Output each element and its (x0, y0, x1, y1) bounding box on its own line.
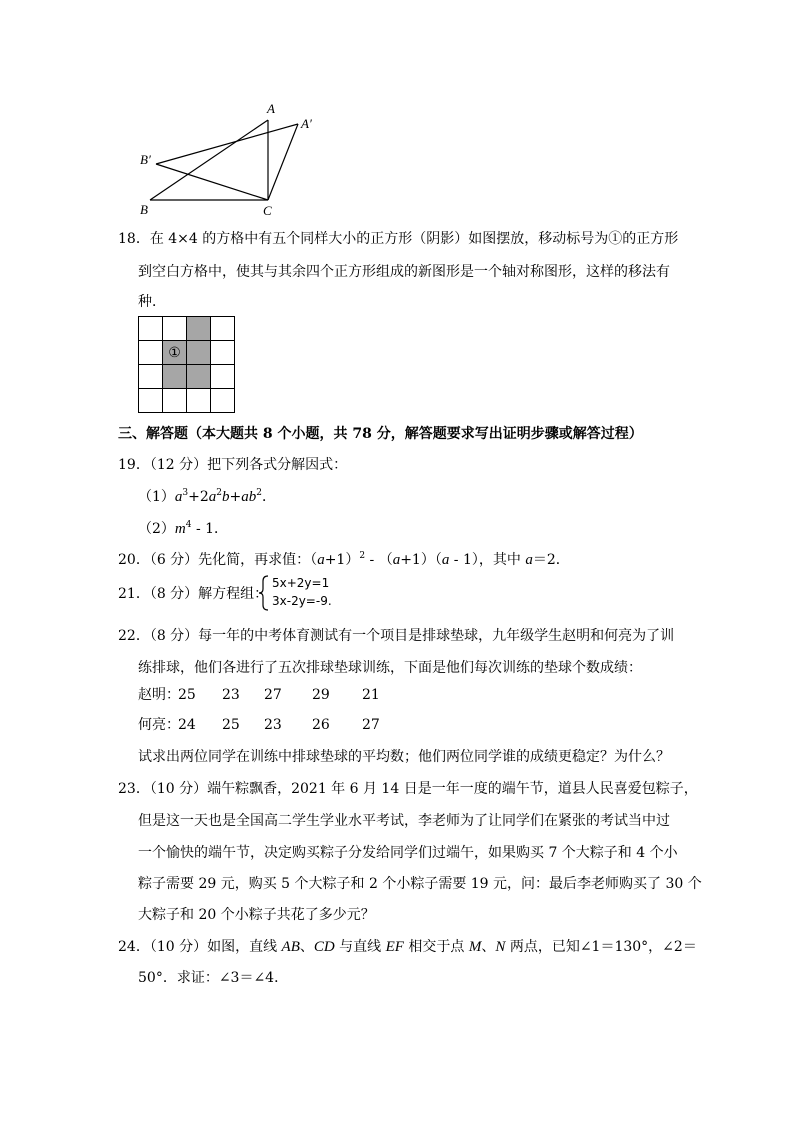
segment-b-prime-c (156, 164, 268, 200)
label-a-prime: A′ (301, 116, 312, 131)
grid-cell (139, 341, 163, 365)
var-a: a (525, 552, 533, 568)
q20-number: 20． (118, 552, 150, 568)
q23-line2: 但是这一天也是全国高二学生学业水平考试，李老师为了让同学们在紧张的考试当中过 (138, 813, 670, 829)
q19-part1: $(1)a^3+2a^2b+ab^2$． (138, 488, 276, 505)
q18-line2: 到空白方格中，使其与其余四个正方形组成的新图形是一个轴对称图形，这样的移法有 (138, 264, 670, 280)
score-value: 27 (264, 687, 282, 703)
q24-line2: 50°．求证：∠3＝∠4． (138, 970, 289, 986)
q18-text-1: 在 4×4 的方格中有五个同样大小的正方形（阴影）如图摆放，移动标号为①的正方形 (149, 231, 679, 247)
grid-cell (211, 365, 235, 389)
q18-number: 18． (118, 231, 150, 247)
q22-line2: 练排球，他们各进行了五次排球垫球训练，下面是他们每次训练的垫球个数成绩： (138, 660, 642, 676)
point-m: M (468, 939, 482, 955)
score-value: 27 (362, 717, 380, 733)
q24-line1 (118, 937, 697, 957)
point-n: N (495, 939, 506, 955)
equation-2-text: 3x-2y=-9 (272, 594, 328, 608)
circled-one-mark: ① (168, 344, 181, 361)
segment-ab (150, 120, 268, 200)
q19-text: （12 分）把下列各式分解因式： (149, 457, 348, 473)
q18-grid (138, 316, 235, 413)
q19-part2 (138, 519, 228, 539)
q24-number: 24． (118, 939, 150, 955)
var-a: a (174, 489, 183, 505)
score-value: 29 (312, 687, 330, 703)
q24-mid2: 相交于点 (403, 939, 469, 955)
grid-cell (139, 389, 163, 413)
q23-line3: 一个愉快的端午节，决定购买粽子分发给同学们过端午，如果购买 7 个大粽子和 4 个小 (138, 845, 678, 861)
q22-question: 试求出两位同学在训练中排球垫球的平均数；他们两位同学谁的成绩更稳定？为什么？ (138, 749, 670, 765)
score-value: 25 (222, 717, 240, 733)
grid-cell-marked (163, 341, 187, 365)
var-a: a (441, 552, 450, 568)
q21-stem: （8 分）解方程组： (149, 586, 269, 602)
grid-cell-shaded (187, 365, 211, 389)
segment-a-prime-c (268, 124, 298, 200)
q20-line (118, 550, 570, 570)
q22-text-1: （8 分）每一年的中考体育测试有一个项目是排球垫球，九年级学生赵明和何亮为了训 (149, 628, 675, 644)
grid-cell (187, 389, 211, 413)
grid-cell (211, 341, 235, 365)
label-a: A (267, 101, 275, 116)
score-value: 23 (222, 687, 240, 703)
q24-sep: 、 (299, 939, 314, 955)
q18-line3: 种． (138, 294, 166, 310)
line-cd: CD (313, 939, 335, 955)
var-a: a (392, 552, 401, 568)
label-b: B (140, 202, 148, 217)
exp-3: 3 (182, 488, 189, 498)
label-c: C (263, 203, 272, 218)
grid-cell (163, 389, 187, 413)
line-ab: AB (281, 939, 300, 955)
grid-cell (211, 317, 235, 341)
q19-part2-label: （2） (138, 521, 175, 537)
grid-cell (211, 389, 235, 413)
q21-number: 21． (118, 586, 150, 602)
q23-text-1: （10 分）端午粽飘香，2021 年 6 月 14 日是一年一度的端午节，道县人民喜爱包粽子， (149, 781, 698, 797)
q23-line4: 粽子需要 29 元，购买 5 个大粽子和 2 个小粽子需要 19 元，问：最后李老师购买了 30 个 (138, 876, 702, 892)
equation-1: 5x+2y=1 (272, 576, 330, 590)
line-ef: EF (385, 939, 404, 955)
exp-2: 2 (256, 488, 262, 498)
equation-2 (272, 594, 332, 608)
q19-part2-tail: - 1． (191, 521, 229, 537)
score-value: 21 (362, 687, 380, 703)
q20-mid1: +1） (324, 552, 360, 568)
q23-number: 23． (118, 781, 150, 797)
grid-cell (139, 317, 163, 341)
score-value: 23 (264, 717, 282, 733)
student-name: 何亮： (138, 717, 180, 733)
q20-stem: （6 分）先化简，再求值：（ (149, 552, 318, 568)
grid-cell-shaded (187, 341, 211, 365)
var-a: a (208, 489, 217, 505)
var-m: m (174, 521, 186, 537)
q19-number: 19． (118, 457, 150, 473)
q20-mid3: +1）（ (400, 552, 442, 568)
exp-2: 2 (216, 488, 223, 498)
score-value: 26 (312, 717, 330, 733)
var-b: b (222, 489, 230, 505)
grid-cell-shaded (163, 365, 187, 389)
q21-period: . (327, 594, 332, 608)
q21-line (118, 584, 268, 604)
label-b-prime: B′ (140, 152, 151, 167)
q24-mid: 与直线 (334, 939, 386, 955)
var-a: a (241, 489, 249, 505)
q24-pre: （10 分）如图，直线 (149, 939, 282, 955)
q23-line5: 大粽子和 20 个小粽子共花了多少元？ (138, 907, 375, 923)
grid-cell-shaded (187, 317, 211, 341)
triangle-figure (130, 96, 330, 222)
grid-cell (139, 365, 163, 389)
q24-tail1: 两点，已知∠1＝130°，∠2＝ (505, 939, 697, 955)
left-brace-icon (258, 575, 270, 611)
score-value: 24 (178, 717, 196, 733)
q19-part1-label: （1） (138, 489, 175, 505)
var-a: a (317, 552, 325, 568)
q22-line1 (118, 626, 674, 646)
q20-mid2: - （ (365, 552, 393, 568)
q23-line1 (118, 779, 698, 799)
q24-sep2: 、 (481, 939, 496, 955)
score-value: 25 (178, 687, 196, 703)
equation-system (258, 575, 368, 611)
q22-number: 22． (118, 628, 150, 644)
grid-cell (163, 317, 187, 341)
q18-line1 (118, 229, 678, 249)
exp-2: 2 (359, 551, 366, 561)
student-name: 赵明： (138, 687, 180, 703)
var-b: b (248, 489, 257, 505)
section-three-title: 三、解答题（本大题共 8 个小题，共 78 分，解答题要求写出证明步骤或解答过程） (118, 426, 643, 442)
q20-mid4: - 1），其中 (449, 552, 526, 568)
q20-tail: ＝2． (532, 552, 570, 568)
q19-stem (118, 455, 347, 475)
exp-4: 4 (185, 520, 192, 530)
segment-a-prime-b-prime (156, 124, 298, 164)
